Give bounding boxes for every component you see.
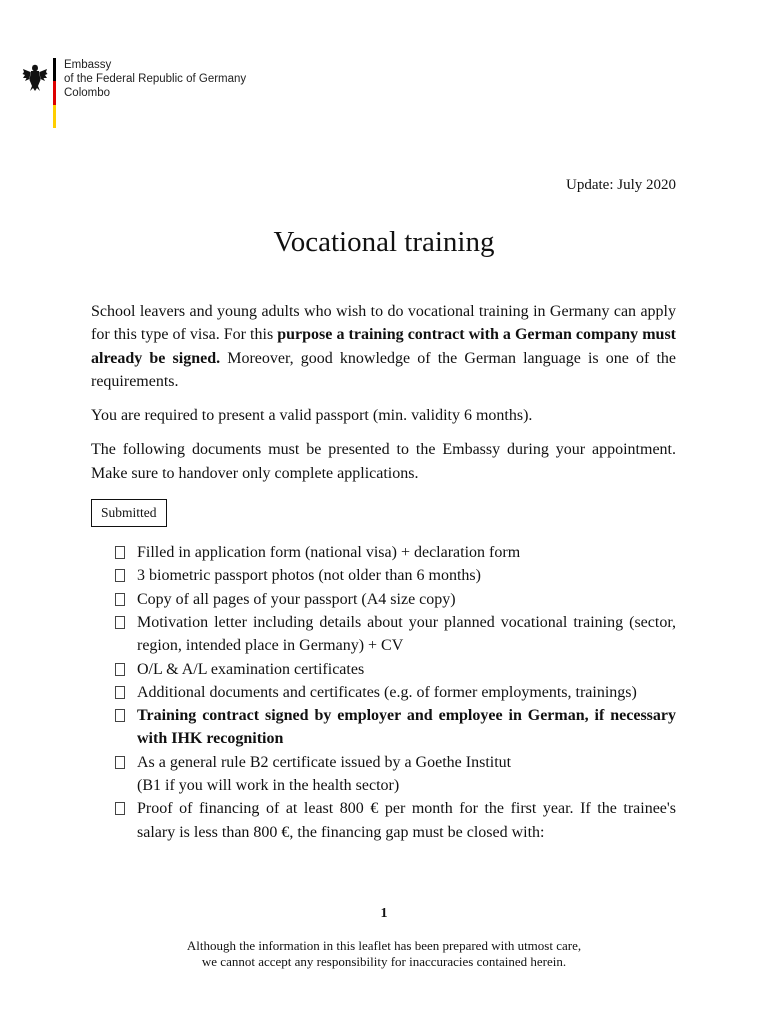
checklist-item <box>115 797 676 844</box>
flag-bar <box>53 58 56 128</box>
checkbox[interactable] <box>115 802 125 815</box>
checkbox[interactable] <box>115 686 125 699</box>
update-date: Update: July 2020 <box>566 177 676 193</box>
checklist-item <box>115 611 676 658</box>
checkbox[interactable] <box>115 569 125 582</box>
checklist-item-text: Proof of financing of at least 800 € per month for the first year. If the trainee's salary is less than 800 €, the financing gap must be closed with: <box>137 800 676 841</box>
checkbox[interactable] <box>115 593 125 606</box>
checklist-item-text: Additional documents and certificates (e.g. of former employments, trainings) <box>137 683 637 701</box>
documents-paragraph: The following documents must be presented to the Embassy during your appointment. Make sure to handover only complete applications. <box>91 441 676 482</box>
page-number: 1 <box>380 906 388 921</box>
disclaimer-line: Although the information in this leaflet has been prepared with utmost care, <box>186 938 582 953</box>
page-title: Vocational training <box>273 226 495 258</box>
checklist-item-text: As a general rule B2 certificate issued by a Goethe Institut <box>137 753 512 771</box>
checklist-item <box>115 681 676 704</box>
embassy-header <box>22 58 322 130</box>
checkbox[interactable] <box>115 546 125 559</box>
checklist-item <box>115 564 676 587</box>
submitted-header-box: Submitted <box>91 499 167 527</box>
checkbox[interactable] <box>115 709 125 722</box>
embassy-name <box>64 58 246 100</box>
checklist-item-text: O/L & A/L examination certificates <box>137 660 365 678</box>
checklist-item-text: 3 biometric passport photos (not older than 6 months) <box>137 567 481 585</box>
checklist-item-text: Filled in application form (national visa) + declaration form <box>137 544 521 562</box>
checklist-item <box>115 588 676 611</box>
federal-eagle-icon <box>22 62 48 92</box>
flag-stripe-red <box>53 81 56 104</box>
embassy-name-line: Embassy <box>64 59 112 71</box>
disclaimer-line: we cannot accept any responsibility for inaccuracies contained herein. <box>201 954 567 969</box>
embassy-name-line: of the Federal Republic of Germany <box>64 73 247 85</box>
checklist-item-subtext: (B1 if you will work in the health sector) <box>137 777 400 795</box>
disclaimer-footer <box>0 938 768 970</box>
passport-paragraph: You are required to present a valid passport (min. validity 6 months). <box>91 407 533 425</box>
document-checklist <box>91 541 676 844</box>
checkbox[interactable] <box>115 616 125 629</box>
document-body <box>91 300 676 844</box>
intro-paragraph <box>91 300 676 393</box>
checklist-item <box>115 658 676 681</box>
checklist-item <box>115 751 676 798</box>
intro-text: School leavers and young adults who wish to do vocational training in Germany can apply for this type of visa. For this <box>91 303 676 344</box>
intro-text-end: Moreover, good knowledge of the German language is one of the requirements. <box>91 349 677 390</box>
checklist-item-text: Motivation letter including details about your planned vocational training (sector, region, intended place in Germany) + CV <box>137 613 676 655</box>
checklist-item <box>115 541 676 564</box>
checklist-item <box>115 704 676 751</box>
embassy-name-line: Colombo <box>64 87 111 99</box>
checkbox[interactable] <box>115 756 125 769</box>
checklist-item-text: Copy of all pages of your passport (A4 size copy) <box>137 590 456 608</box>
flag-stripe-gold <box>53 105 56 128</box>
checklist-item-text: Training contract signed by employer and employee in German, if necessary with IHK recognition <box>137 707 676 748</box>
flag-stripe-black <box>53 58 56 81</box>
checkbox[interactable] <box>115 663 125 676</box>
intro-bold-text: purpose a training contract with a German company must already be signed. <box>91 326 677 367</box>
